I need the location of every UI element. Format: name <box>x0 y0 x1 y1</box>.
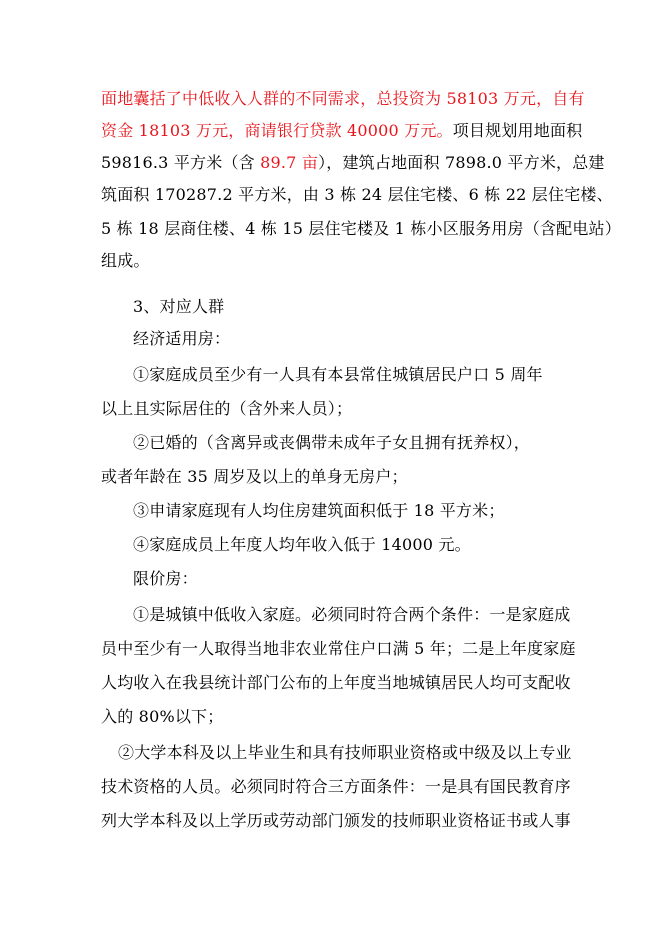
price-limited-item-2-line-2: 技术资格的人员。必须同时符合三方面条件：一是具有国民教育序 <box>101 777 571 796</box>
price-limited-housing-label: 限价房： <box>133 569 198 588</box>
land-area-value: 59816.3 平方米（含 <box>101 153 261 172</box>
project-summary-line-1: 面地囊括了中低收入人群的不同需求，总投资为 58103 万元，自有 <box>101 89 585 108</box>
section-heading: 3、对应人群 <box>133 297 225 316</box>
building-footprint: ），建筑占地面积 7898.0 平方米，总建 <box>318 153 605 172</box>
affordable-item-3: ③申请家庭现有人均住房建筑面积低于 18 平方米； <box>133 501 505 520</box>
price-limited-item-1-line-2: 员中至少有一人取得当地非农业常住户口满 5 年；二是上年度家庭 <box>101 639 576 658</box>
land-area-label: 项目规划用地面积 <box>452 121 583 140</box>
price-limited-item-1-line-1: ①是城镇中低收入家庭。必须同时符合两个条件：一是家庭成 <box>133 605 571 624</box>
price-limited-item-2-line-1: ②大学本科及以上毕业生和具有技师职业资格或中级及以上专业 <box>118 743 572 762</box>
mu-area-highlight: 89.7 亩 <box>260 153 319 172</box>
affordable-item-2-line-1: ②已婚的（含离异或丧偶带未成年子女且拥有抚养权）， <box>133 433 531 452</box>
project-summary-line-5: 5 栋 18 层商住楼、4 栋 15 层住宅楼及 1 栋小区服务用房（含配电站） <box>101 219 621 238</box>
affordable-item-1-line-1: ①家庭成员至少有一人具有本县常住城镇居民户口 5 周年 <box>133 365 543 384</box>
price-limited-item-1-line-4: 入的 80%以下； <box>101 707 224 726</box>
project-summary-line-2 <box>101 121 582 141</box>
affordable-item-1-line-2: 以上且实际居住的（含外来人员）； <box>101 399 353 418</box>
funding-highlight: 资金 18103 万元，商请银行贷款 40000 万元。 <box>101 121 453 140</box>
affordable-item-4: ④家庭成员上年度人均年收入低于 14000 元。 <box>133 535 471 554</box>
price-limited-item-1-line-3: 人均收入在我县统计部门公布的上年度当地城镇居民人均可支配收 <box>101 673 571 692</box>
price-limited-item-2-line-3: 列大学本科及以上学历或劳动部门颁发的技师职业资格证书或人事 <box>101 811 571 830</box>
affordable-housing-label: 经济适用房： <box>133 329 231 348</box>
project-summary-line-3 <box>101 153 605 173</box>
project-summary-line-6: 组成。 <box>101 251 150 270</box>
affordable-item-2-line-2: 或者年龄在 35 周岁及以上的单身无房户； <box>101 467 408 486</box>
project-summary-line-4: 筑面积 170287.2 平方米，由 3 栋 24 层住宅楼、6 栋 22 层住宅楼、 <box>101 185 613 204</box>
